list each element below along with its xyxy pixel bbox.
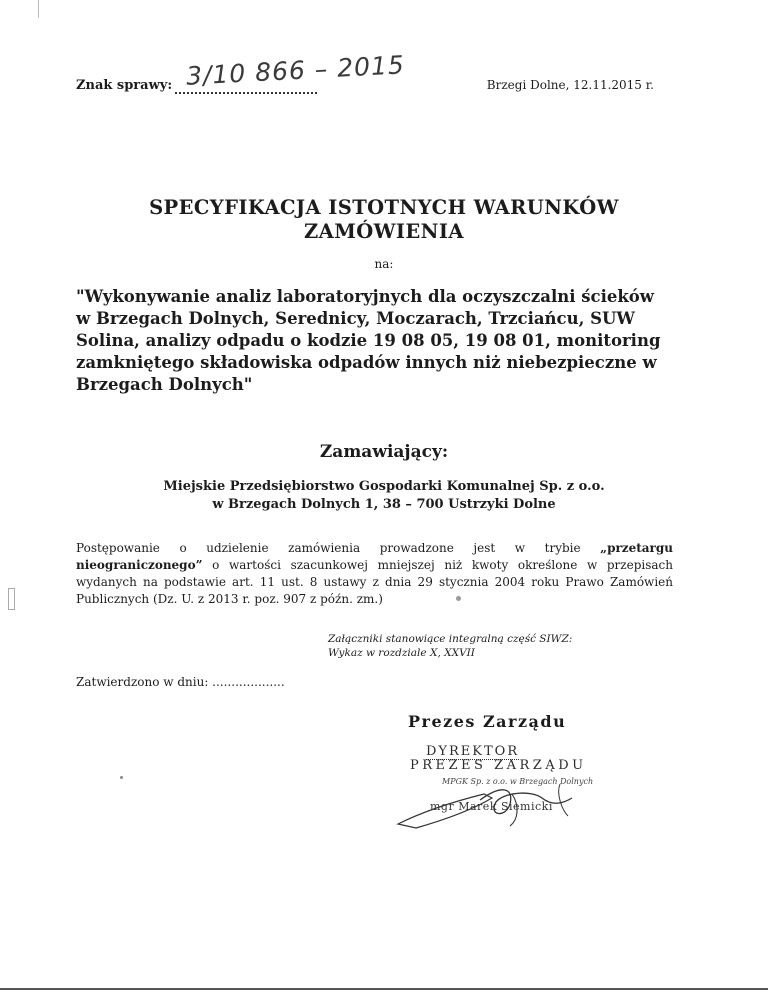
document-title bbox=[0, 196, 768, 244]
orderer-address bbox=[0, 478, 768, 514]
procedure-text-continued: o wartości szacunkowej mniejszej niż kwoty określone w przepisach wydanych na podstawie art. 11 ust. 8 ustawy z dnia 29 stycznia 2004 roku Prawo Zamówień Publicznych (Dz. U. z 2013 r. poz. 907 z późn. zm.) bbox=[76, 558, 673, 606]
stamp-name: mgr Marek Siemicki bbox=[430, 800, 553, 813]
attachments-note bbox=[328, 632, 572, 660]
case-number-label: Znak sprawy: bbox=[76, 78, 173, 93]
case-number-handwritten: 3/10 866 – 2015 bbox=[185, 50, 406, 91]
subject-line: Brzegach Dolnych" bbox=[76, 375, 253, 394]
stamp-company: MPGK Sp. z o.o. w Brzegach Dolnych bbox=[442, 777, 594, 786]
stamp-director: DYREKTOR bbox=[426, 744, 520, 759]
procedure-paragraph bbox=[76, 540, 673, 608]
scan-artifact-mark bbox=[8, 588, 15, 610]
handwritten-signature bbox=[392, 754, 602, 834]
document-title-line2: ZAMÓWIENIA bbox=[304, 220, 464, 243]
procedure-mode: „przetargu nieograniczonego” bbox=[76, 541, 673, 572]
scan-speck bbox=[120, 776, 123, 779]
attachments-line: Załączniki stanowiące integralną część SIWZ: bbox=[328, 633, 573, 645]
official-stamp bbox=[392, 744, 602, 834]
subject-line: "Wykonywanie analiz laboratoryjnych dla oczyszczalni ścieków bbox=[76, 287, 654, 306]
stamp-president: PREZES ZARZĄDU bbox=[410, 758, 587, 773]
scan-bottom-edge bbox=[0, 988, 768, 990]
scan-artifact-line bbox=[38, 0, 39, 18]
contract-subject bbox=[76, 286, 696, 396]
signatory-role: Prezes Zarządu bbox=[408, 712, 567, 731]
subject-line: Solina, analizy odpadu o kodzie 19 08 05, 19 08 01, monitoring bbox=[76, 331, 661, 350]
scan-speck bbox=[456, 596, 461, 601]
orderer-heading: Zamawiający: bbox=[319, 442, 449, 462]
subject-line: w Brzegach Dolnych, Serednicy, Moczarach, Trzciańcu, SUW bbox=[76, 309, 635, 328]
orderer-name: Miejskie Przedsiębiorstwo Gospodarki Komunalnej Sp. z o.o. bbox=[163, 479, 605, 494]
orderer-location: w Brzegach Dolnych 1, 38 – 700 Ustrzyki Dolne bbox=[212, 497, 556, 512]
place-and-date: Brzegi Dolne, 12.11.2015 r. bbox=[486, 78, 654, 92]
document-title-line1: SPECYFIKACJA ISTOTNYCH WARUNKÓW bbox=[149, 196, 619, 219]
attachments-line: Wykaz w rozdziale X, XXVII bbox=[328, 647, 475, 659]
subject-line: zamkniętego składowiska odpadów innych niż niebezpieczne w bbox=[76, 353, 657, 372]
approval-date-line: Zatwierdzono w dniu: ................... bbox=[76, 675, 285, 689]
procedure-text: Postępowanie o udzielenie zamówienia prowadzone jest w trybie bbox=[76, 541, 601, 555]
title-connector: na: bbox=[374, 257, 394, 271]
